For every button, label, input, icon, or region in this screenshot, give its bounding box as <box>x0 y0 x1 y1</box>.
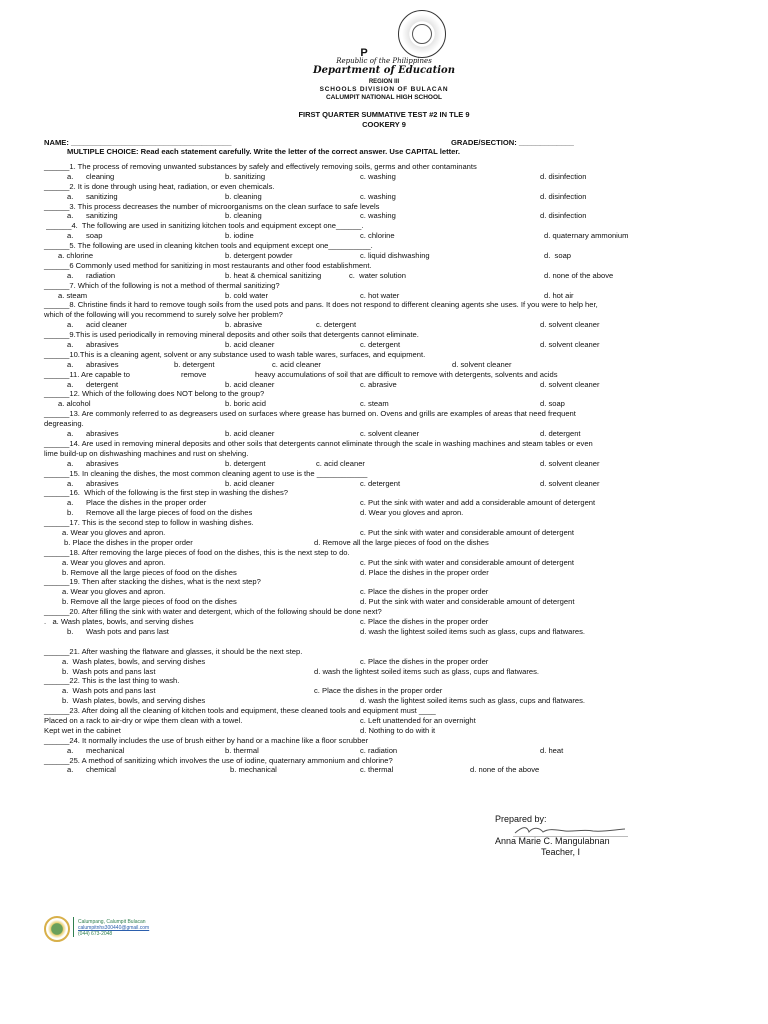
question-line <box>44 568 724 578</box>
question-text: b. boric acid <box>225 399 266 409</box>
question-text: d. Place the dishes in the proper order <box>360 567 489 577</box>
question-line <box>44 469 724 479</box>
question-line <box>44 449 724 459</box>
name-field[interactable]: NAME: ______________________________________ <box>44 138 232 147</box>
question-text: ______12. Which of the following does NOT belong to the group? <box>44 389 265 399</box>
question-text: c. washing <box>360 171 396 181</box>
question-text: ______1. The process of removing unwanted substances by safely and effectively removing soils, germs and other contaminants <box>44 162 477 171</box>
question-text: b. cleaning <box>225 211 262 221</box>
footer-divider <box>73 917 74 937</box>
question-text: Placed on a rack to air-dry or wipe them clean with a towel. <box>44 715 243 725</box>
question-text: c. hot water <box>360 290 400 300</box>
question-text: c. detergent <box>316 320 357 330</box>
question-text: b. detergent powder <box>225 251 293 261</box>
question-text: c. Place the dishes in the proper order <box>314 686 443 696</box>
question-line <box>44 291 724 301</box>
question-text: degreasing. <box>44 419 84 429</box>
question-text: c. Put the sink with water and considerable amount of detergent <box>360 527 575 537</box>
question-text: b. cold water <box>225 290 269 300</box>
question-text: heavy accumulations of soil that are difficult to remove with detergents, solvents and acids <box>255 369 558 379</box>
question-text: c. detergent <box>360 340 401 350</box>
question-text: ______18. After removing the large pieces of food on the dishes, this is the next step to do. <box>44 547 350 557</box>
question-text: b. Wash pots and pans last <box>62 666 156 676</box>
question-text: a. Wear you gloves and apron. <box>62 587 166 597</box>
question-text: ______6 Commonly used method for sanitizing in most restaurants and other food establishment. <box>44 260 372 270</box>
test-title: FIRST QUARTER SUMMATIVE TEST #2 IN TLE 9 <box>298 110 470 119</box>
question-text: d. quaternary ammonium <box>544 231 629 241</box>
question-text: remove <box>181 369 207 379</box>
question-line <box>44 686 724 696</box>
question-line <box>44 647 724 657</box>
question-line <box>44 409 724 419</box>
question-line <box>44 528 724 538</box>
question-text: b. Remove all the large pieces of food on the dishes <box>67 508 253 518</box>
question-line <box>44 607 724 617</box>
question-text: c. acid cleaner <box>272 359 321 369</box>
question-line <box>44 538 724 548</box>
question-text: a. Wear you gloves and apron. <box>62 557 166 567</box>
header-letter: P <box>360 47 368 59</box>
header-department: Department of Education <box>313 65 455 76</box>
question-line <box>44 281 724 291</box>
question-text: d. none of the above <box>544 270 614 280</box>
question-text: b. thermal <box>225 745 259 755</box>
teacher-role: Teacher, I <box>541 847 581 857</box>
question-text: c. Place the dishes in the proper order <box>360 616 489 626</box>
question-text: b. Place the dishes in the proper order <box>64 537 193 547</box>
question-text: ______22. This is the last thing to wash. <box>44 676 180 686</box>
question-line <box>44 746 724 756</box>
question-line <box>44 271 724 281</box>
question-text: ______23. After doing all the cleaning of kitchen tools and equipment, these cleaned tools and equipment must ____ <box>44 706 436 716</box>
question-line <box>44 597 724 607</box>
question-line <box>44 498 724 508</box>
grade-section-field[interactable]: GRADE/SECTION: _____________ <box>451 138 574 147</box>
question-text: c. liquid dishwashing <box>360 251 430 261</box>
question-text: d. solvent cleaner <box>540 320 600 330</box>
question-text: ______21. After washing the flatware and glasses, it should be the next step. <box>44 646 303 656</box>
question-line <box>44 360 724 370</box>
question-text: ______3. This process decreases the number of microorganisms on the clean surface to safe levels <box>44 201 380 211</box>
prepared-by-label: Prepared by: <box>495 814 547 824</box>
question-text: ______15. In cleaning the dishes, the most common cleaning agent to use is the ____________ <box>44 468 368 478</box>
question-text: a. steam <box>58 290 88 300</box>
question-text: b. Remove all the large pieces of food on the dishes <box>62 567 237 577</box>
question-text: c. detergent <box>360 478 401 488</box>
header-division: SCHOOLS DIVISION OF BULACAN <box>319 86 449 93</box>
question-text: a. Wear you gloves and apron. <box>62 527 166 537</box>
footer-contact <box>78 919 149 937</box>
question-text: ______16. Which of the following is the first step in washing the dishes? <box>44 488 288 498</box>
question-text: b. Wash plates, bowls, and serving dishes <box>62 696 206 706</box>
question-line <box>44 459 724 469</box>
question-text: d. wash the lightest soiled items such as glass, cups and flatwares. <box>360 696 585 706</box>
question-text: b. acid cleaner <box>225 379 275 389</box>
question-text: a. Place the dishes in the proper order <box>67 498 207 508</box>
question-text: a. chlorine <box>58 251 94 261</box>
question-line <box>44 706 724 716</box>
question-line <box>44 231 724 241</box>
question-text: c. thermal <box>360 765 394 775</box>
question-line <box>44 241 724 251</box>
question-text: a. abrasives <box>67 340 119 350</box>
question-line <box>44 389 724 399</box>
question-text: d. wash the lightest soiled items such as glass, cups and flatwares. <box>314 666 539 676</box>
question-text: d. heat <box>540 745 564 755</box>
question-line <box>44 676 724 686</box>
question-list <box>44 162 724 775</box>
question-text: d. hot air <box>544 290 574 300</box>
question-text: b. detergent <box>174 359 215 369</box>
question-text: a. chemical <box>67 765 116 775</box>
question-line <box>44 399 724 409</box>
test-subject: COOKERY 9 <box>362 120 406 129</box>
question-line <box>44 518 724 528</box>
question-text: c. solvent cleaner <box>360 429 420 439</box>
question-text: d. soap <box>544 251 572 261</box>
question-text: d. solvent cleaner <box>540 340 600 350</box>
question-text: . a. Wash plates, bowls, and serving dishes <box>44 616 194 626</box>
question-text: c. Place the dishes in the proper order <box>360 656 489 666</box>
question-text: c. acid cleaner <box>316 458 365 468</box>
question-line <box>44 587 724 597</box>
question-text: c. washing <box>360 211 396 221</box>
question-line <box>44 419 724 429</box>
question-text: d. disinfection <box>540 191 587 201</box>
question-text: ______19. Then after stacking the dishes, what is the next step? <box>44 577 261 587</box>
question-text: d. soap <box>540 399 565 409</box>
question-text: b. Wash pots and pans last <box>67 626 169 636</box>
question-line <box>44 488 724 498</box>
question-text: which of the following will you recommend to surely solve her problem? <box>44 310 283 320</box>
question-text: b. acid cleaner <box>225 429 275 439</box>
question-text: a. abrasives <box>67 359 119 369</box>
question-text: a. mechanical <box>67 745 125 755</box>
question-text: c. Left unattended for an overnight <box>360 715 476 725</box>
question-line <box>44 182 724 192</box>
question-text: d. solvent cleaner <box>540 458 600 468</box>
question-text: c. steam <box>360 399 389 409</box>
question-text: b. cleaning <box>225 191 262 201</box>
question-text: ______24. It normally includes the use of brush either by hand or a machine like a floor scrubber <box>44 735 369 745</box>
question-text: b. iodine <box>225 231 254 241</box>
question-line <box>44 370 724 380</box>
question-line <box>44 667 724 677</box>
question-text: c. Put the sink with water and add a considerable amount of detergent <box>360 498 596 508</box>
school-logo-icon <box>44 916 70 942</box>
question-text: ______20. After filling the sink with water and detergent, which of the following should be done next? <box>44 607 382 617</box>
question-text: c. Place the dishes in the proper order <box>360 587 489 597</box>
question-line <box>44 380 724 390</box>
question-text: b. detergent <box>225 458 266 468</box>
question-line <box>44 211 724 221</box>
question-line <box>44 330 724 340</box>
question-text: lime build-up on dishwashing machines and rust on shelving. <box>44 448 249 458</box>
question-text: a. Wash plates, bowls, and serving dishes <box>62 656 206 666</box>
question-text: ______10.This is a cleaning agent, solvent or any substance used to wash table wares, surfaces, and equipment. <box>44 349 426 359</box>
question-line <box>44 577 724 587</box>
question-text: b. acid cleaner <box>225 340 275 350</box>
question-text: a. abrasives <box>67 478 119 488</box>
question-text: b. heat & chemical sanitizing <box>225 270 322 280</box>
footer-phone: (044) 673-2048 <box>78 931 113 937</box>
question-text: a. cleaning <box>67 171 115 181</box>
question-line <box>44 439 724 449</box>
question-text: c. radiation <box>360 745 398 755</box>
question-line <box>44 251 724 261</box>
question-line <box>44 657 724 667</box>
question-text: d. solvent cleaner <box>452 359 512 369</box>
footer-address: Calumpang, Calumpit Bulacan <box>78 919 146 925</box>
question-line <box>44 765 724 775</box>
question-text: d. none of the above <box>470 765 540 775</box>
question-text: d. solvent cleaner <box>540 379 600 389</box>
question-text: c. abrasive <box>360 379 397 389</box>
question-line <box>44 479 724 489</box>
question-line <box>44 548 724 558</box>
teacher-name: Anna Marie C. Mangulabnan <box>495 836 610 846</box>
question-text: a. detergent <box>67 379 119 389</box>
question-line <box>44 202 724 212</box>
line-gap <box>44 637 724 647</box>
question-text: b. acid cleaner <box>225 478 275 488</box>
question-line <box>44 221 724 231</box>
question-text: ______5. The following are used in cleaning kitchen tools and equipment except one__________. <box>44 241 373 251</box>
question-line <box>44 261 724 271</box>
question-text: d. solvent cleaner <box>540 478 600 488</box>
question-text: d. detergent <box>540 429 581 439</box>
question-text: a. sanitizing <box>67 211 118 221</box>
question-text: Kept wet in the cabinet <box>44 725 121 735</box>
question-text: a. abrasives <box>67 429 119 439</box>
question-line <box>44 756 724 766</box>
question-text: d. Wear you gloves and apron. <box>360 508 464 518</box>
question-line <box>44 172 724 182</box>
question-text: c. chlorine <box>360 231 395 241</box>
question-text: ______7. Which of the following is not a method of thermal sanitizing? <box>44 280 280 290</box>
question-line <box>44 340 724 350</box>
question-text: ______2. It is done through using heat, radiation, or even chemicals. <box>44 181 275 191</box>
instructions: MULTIPLE CHOICE: Read each statement carefully. Write the letter of the correct answer. Use CAPITAL letter. <box>67 147 461 156</box>
question-text: d. Put the sink with water and considerable amount of detergent <box>360 597 575 607</box>
header-republic: Republic of the Philippines <box>336 57 432 65</box>
question-text: ______25. A method of sanitizing which involves the use of iodine, quaternary ammonium and chlorine? <box>44 755 393 765</box>
header-region: REGION III <box>368 79 400 85</box>
question-line <box>44 696 724 706</box>
footer-email[interactable]: calumpitnhs300440@gmail.com <box>78 925 150 931</box>
question-text: c. Put the sink with water and considerable amount of detergent <box>360 557 575 567</box>
question-text: b. abrasive <box>225 320 263 330</box>
question-text: a. radiation <box>67 270 116 280</box>
question-line <box>44 192 724 202</box>
question-line <box>44 736 724 746</box>
question-text: d. Remove all the large pieces of food on the dishes <box>314 537 489 547</box>
question-text: ______4. The following are used in sanitizing kitchen tools and equipment except one______. <box>44 221 364 231</box>
question-line <box>44 429 724 439</box>
question-text: a. acid cleaner <box>67 320 127 330</box>
question-line <box>44 716 724 726</box>
question-text: b. sanitizing <box>225 171 266 181</box>
question-line <box>44 558 724 568</box>
question-text: a. soap <box>67 231 103 241</box>
question-line <box>44 320 724 330</box>
question-text: d. Nothing to do with it <box>360 725 436 735</box>
question-line <box>44 508 724 518</box>
question-text: d. disinfection <box>540 171 587 181</box>
question-text: a. alcohol <box>58 399 91 409</box>
question-text: d. disinfection <box>540 211 587 221</box>
question-text: a. abrasives <box>67 458 119 468</box>
question-text: a. Wash pots and pans last <box>62 686 156 696</box>
question-text: a. sanitizing <box>67 191 118 201</box>
question-line <box>44 627 724 637</box>
question-text: ______14. Are used in removing mineral deposits and other soils that detergents cannot eliminate through the scale in washing machines and steam tables or even <box>44 438 593 448</box>
question-line <box>44 310 724 320</box>
question-line <box>44 350 724 360</box>
question-line <box>44 726 724 736</box>
question-line <box>44 617 724 627</box>
question-text: d. wash the lightest soiled items such as glass, cups and flatwares. <box>360 626 585 636</box>
question-text: c. water solution <box>349 270 406 280</box>
question-text: b. mechanical <box>230 765 277 775</box>
question-line <box>44 162 724 172</box>
question-text: ______17. This is the second step to follow in washing dishes. <box>44 518 254 528</box>
question-text: ______11. Are capable to <box>44 369 130 379</box>
question-line <box>44 300 724 310</box>
question-text: b. Remove all the large pieces of food on the dishes <box>62 597 237 607</box>
header-school: CALUMPIT NATIONAL HIGH SCHOOL <box>325 94 443 101</box>
question-text: ______13. Are commonly referred to as degreasers used on surfaces where grease has burned on. Ovens and grills are examples of areas that need frequent <box>44 409 576 419</box>
question-text: ______8. Christine finds it hard to remove tough soils from the used pots and pans. It does not respond to different cleaning agents she uses. If you were to help her, <box>44 300 598 310</box>
question-text: ______9.This is used periodically in removing mineral deposits and other soils that detergents cannot eliminate. <box>44 330 419 340</box>
question-text: c. washing <box>360 191 396 201</box>
